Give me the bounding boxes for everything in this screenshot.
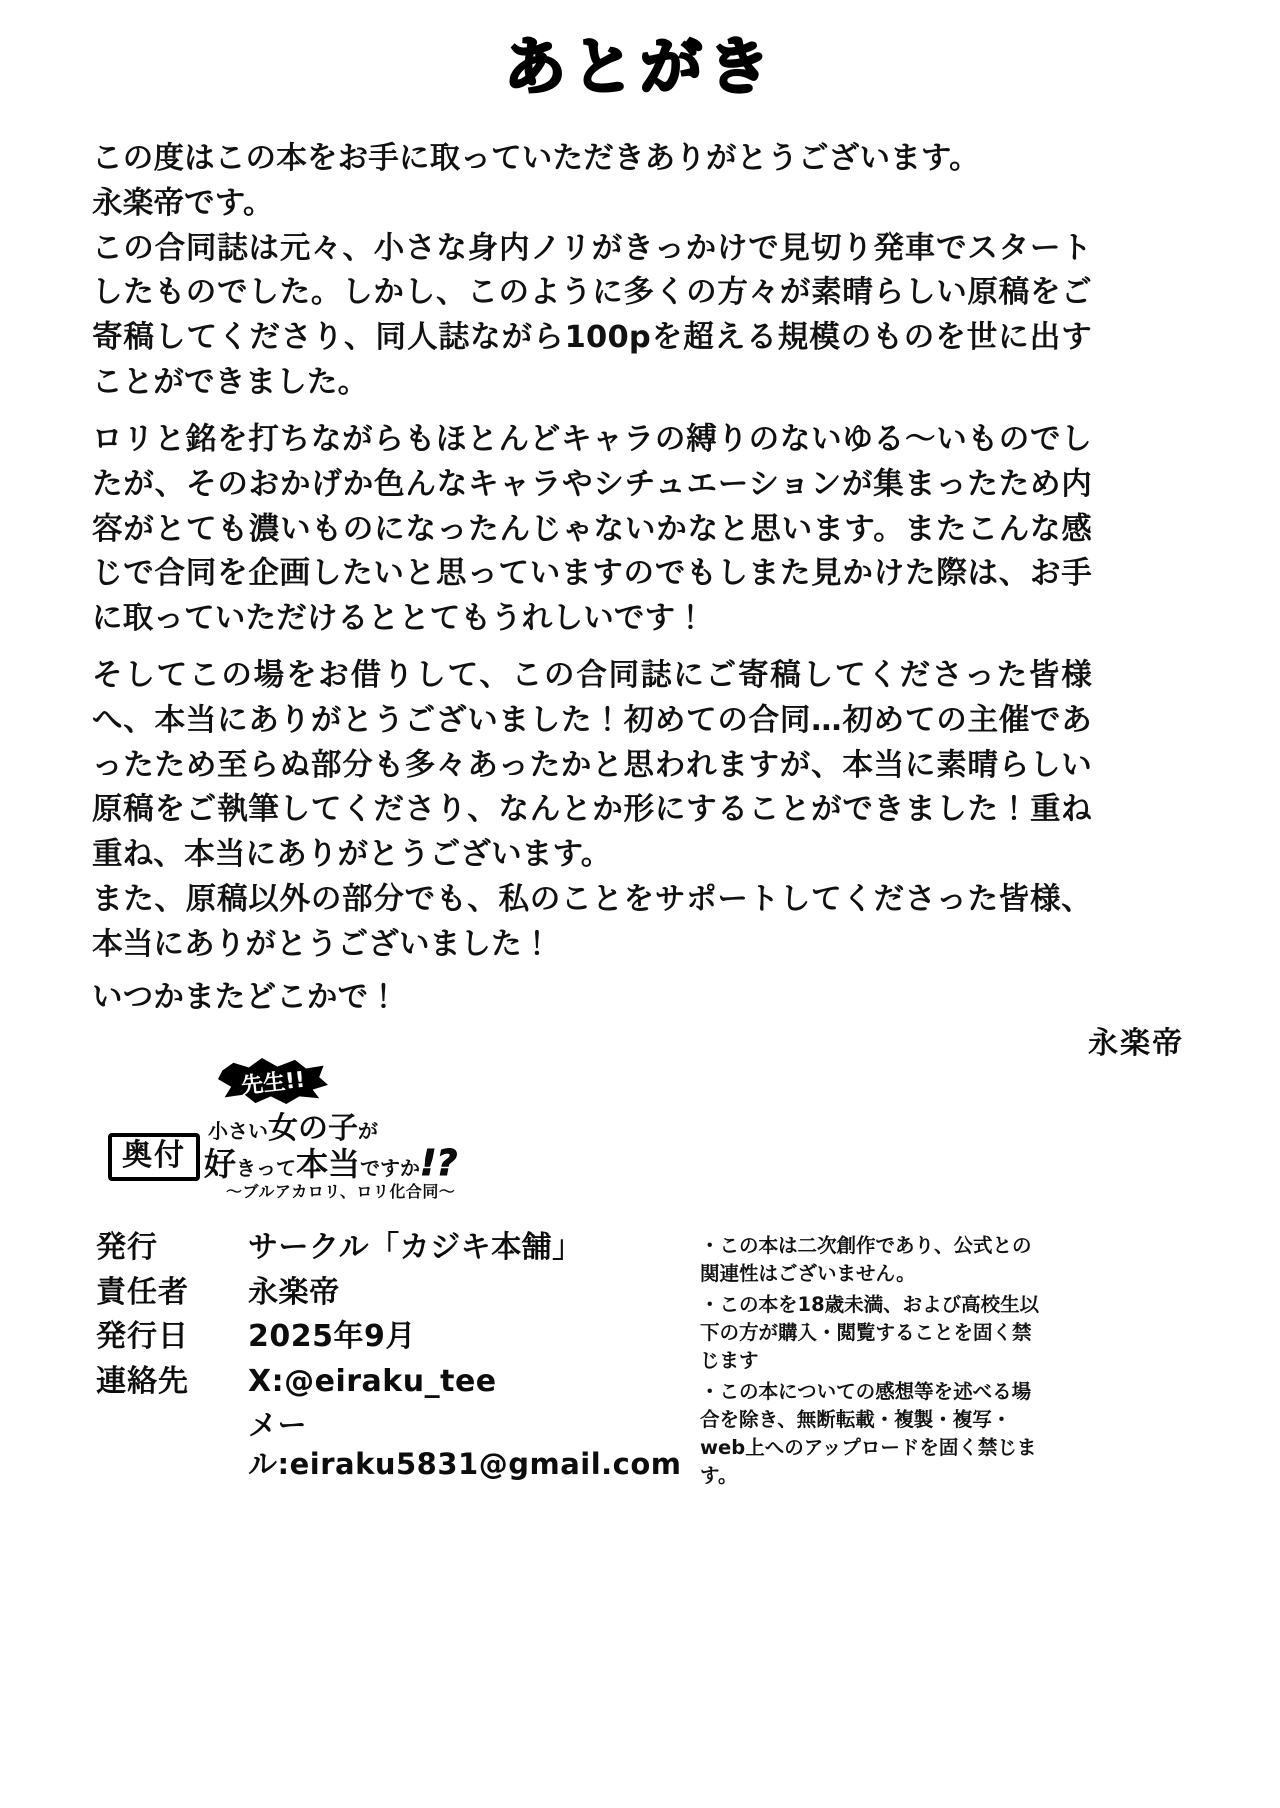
logo-word-kitte: きって [236,1156,297,1180]
colophon-label: 発行日 [96,1319,189,1355]
author-signature: 永楽帝 [1088,1026,1184,1061]
afterword-line: この度はこの本をお手に取っていただきありがとうございます。 [92,141,980,176]
legal-notices [700,1232,1040,1493]
title-logo [108,1055,668,1215]
page-title: あとがき [503,30,776,103]
colophon-row [96,1362,676,1402]
logo-subtitle: ～ブルアカロリ、ロリ化合同～ [226,1182,456,1201]
logo-word-desuka: ですか [360,1156,421,1180]
colophon-email[interactable]: メール:eiraku5831@gmail.com [248,1408,682,1481]
colophon-label: 連絡先 [96,1363,189,1399]
afterword-paragraph-4 [92,976,1092,1021]
colophon-badge: 奥付 [108,1133,200,1181]
logo-word-small: 小さい [208,1119,268,1143]
afterword-line: また、原稿以外の部分でも、私のことをサポートしてくださった皆様、本当にありがとうございました！ [92,882,1092,962]
colophon-value-contact[interactable]: X:@eiraku_tee [248,1363,497,1399]
logo-exclamation: !? [420,1143,458,1184]
afterword-line: ロリと銘を打ちながらもほとんどキャラの縛りのないゆる～いものでしたが、そのおかげか色んなキャラやシチュエーションが集まったため内容がとても濃いものになったんじゃないかなと思います。またこんな感じで合同を企画したいと思っていますのでもしまた見かけた際は、お手に取っていただけるととてもうれしいです！ [92,422,1092,637]
colophon-row [96,1228,676,1268]
afterword-line: この合同誌は元々、小さな身内ノリがきっかけで見切り発車でスタートしたものでした。しかし、このように多くの方々が素晴らしい原稿をご寄稿してくださり、同人誌ながら100pを超える規模のものを世に出すことができました。 [92,230,1092,401]
colophon-row [96,1317,676,1357]
colophon-value: 永楽帝 [248,1274,340,1310]
colophon-value: サークル「カジキ本舗」 [248,1230,583,1265]
notice-item: ・この本についての感想等を述べる場合を除き、無断転載・複製・複写・web上へのアップロードを固く禁じます。 [700,1380,1037,1487]
afterword-paragraph-3 [92,654,1092,968]
afterword-paragraph-1 [92,137,1092,406]
logo-word-girl: 女の子 [268,1111,358,1146]
afterword-paragraph-2 [92,418,1092,642]
notice-item: ・この本を18歳未満、および高校生以下の方が購入・閲覧することを固く禁じます [700,1293,1040,1372]
logo-particle-ga: が [358,1119,378,1143]
burst-label: 先生!! [240,1067,307,1099]
logo-word-really: 本当 [296,1145,361,1183]
afterword-line: そしてこの場をお借りして、この合同誌にご寄稿してくださった皆様へ、本当にありがとうございました！初めての合同…初めての主催であったため至らぬ部分も多々あったかと思われますが、本当に素晴らしい原稿をご執筆してくださり、なんとか形にすることができました！重ね重ね、本当にありがとうございます。 [92,658,1092,873]
colophon-label: 発行 [96,1230,158,1265]
logo-word-like: 好 [204,1145,237,1183]
burst-icon [218,1057,328,1105]
notice-item: ・この本は二次創作であり、公式との関連性はございません。 [700,1234,1032,1285]
afterword-line: 永楽帝です。 [92,185,274,221]
colophon-row [96,1273,676,1313]
colophon-label: 責任者 [96,1274,189,1310]
afterword-line: いつかまたどこかで！ [92,980,399,1015]
colophon-table [96,1228,682,1483]
colophon-value: 2025年9月 [248,1319,416,1355]
